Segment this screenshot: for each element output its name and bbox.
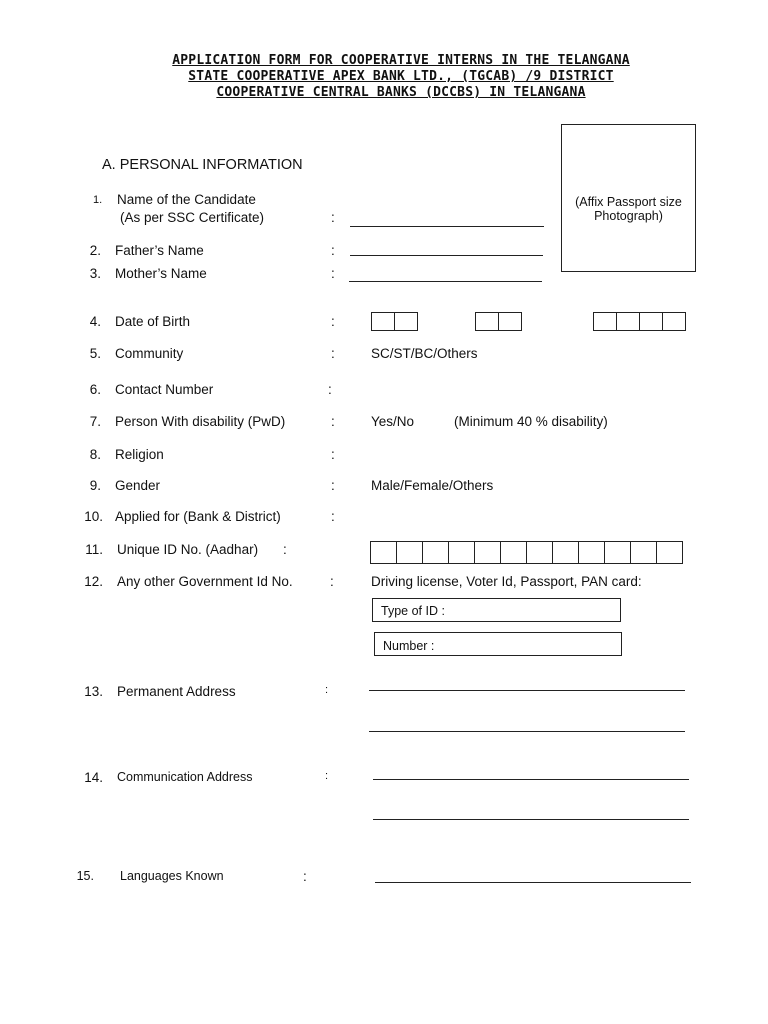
label-communication-address: Communication Address — [117, 770, 253, 784]
aadhar-digit[interactable] — [526, 541, 553, 564]
colon: : — [330, 574, 334, 589]
pwd-options[interactable]: Yes/No — [371, 414, 415, 429]
dob-day-boxes[interactable] — [371, 312, 418, 331]
label-languages-known: Languages Known — [120, 869, 224, 883]
field-number-6: 6. — [89, 382, 101, 397]
label-permanent-address: Permanent Address — [117, 684, 236, 699]
colon: : — [331, 243, 335, 258]
field-number-11: 11. — [85, 542, 103, 557]
field-number-5: 5. — [89, 346, 101, 361]
aadhar-digit[interactable] — [448, 541, 475, 564]
field-number-13: 13. — [84, 684, 103, 699]
id-number-label: Number : — [383, 639, 435, 653]
label-religion: Religion — [115, 447, 164, 462]
other-id-options: Driving license, Voter Id, Passport, PAN card: — [371, 574, 642, 589]
dob-year-digit[interactable] — [616, 312, 640, 331]
dob-year-boxes[interactable] — [593, 312, 686, 331]
dob-year-digit[interactable] — [662, 312, 686, 331]
colon: : — [331, 346, 335, 361]
dob-year-digit[interactable] — [593, 312, 617, 331]
colon: : — [325, 684, 329, 696]
aadhar-digit[interactable] — [656, 541, 683, 564]
label-gender: Gender — [115, 478, 161, 493]
field-number-1: 1. — [93, 194, 103, 206]
pwd-note: (Minimum 40 % disability) — [454, 414, 608, 429]
field-number-12: 12. — [84, 574, 103, 589]
communication-address-line-2[interactable] — [373, 819, 689, 820]
colon: : — [328, 382, 332, 397]
field-number-14: 14. — [84, 770, 103, 785]
dob-month-digit[interactable] — [498, 312, 522, 331]
colon: : — [331, 314, 335, 329]
field-number-15: 15. — [76, 869, 94, 883]
label-father-name: Father’s Name — [115, 243, 204, 258]
aadhar-digit[interactable] — [604, 541, 631, 564]
field-number-8: 8. — [89, 447, 101, 462]
dob-day-digit[interactable] — [371, 312, 395, 331]
form-title-line3: COOPERATIVE CENTRAL BANKS (DCCBS) IN TELANGANA — [216, 85, 586, 100]
aadhar-digit[interactable] — [552, 541, 579, 564]
dob-month-digit[interactable] — [475, 312, 499, 331]
aadhar-digit[interactable] — [474, 541, 501, 564]
aadhar-digit-boxes[interactable] — [370, 541, 683, 564]
field-number-9: 9. — [89, 478, 101, 493]
form-title-line2: STATE COOPERATIVE APEX BANK LTD., (TGCAB) /9 DISTRICT — [188, 69, 614, 84]
section-heading-personal-info: A. PERSONAL INFORMATION — [102, 157, 303, 173]
mother-name-input-line[interactable] — [349, 281, 542, 282]
field-number-2: 2. — [89, 243, 101, 258]
photo-hint-line1: (Affix Passport size — [575, 195, 682, 209]
colon: : — [331, 509, 335, 524]
label-community: Community — [115, 346, 184, 361]
dob-year-digit[interactable] — [639, 312, 663, 331]
aadhar-digit[interactable] — [578, 541, 605, 564]
label-aadhar: Unique ID No. (Aadhar) — [117, 542, 259, 557]
label-pwd: Person With disability (PwD) — [115, 414, 286, 429]
dob-day-digit[interactable] — [394, 312, 418, 331]
father-name-input-line[interactable] — [350, 255, 543, 256]
type-of-id-label: Type of ID : — [381, 604, 445, 618]
id-number-field[interactable] — [374, 632, 622, 656]
field-number-4: 4. — [89, 314, 101, 329]
colon: : — [331, 210, 335, 225]
form-title-line1: APPLICATION FORM FOR COOPERATIVE INTERNS IN THE TELANGANA — [172, 53, 630, 68]
aadhar-digit[interactable] — [500, 541, 527, 564]
label-candidate-name-sub: (As per SSC Certificate) — [120, 210, 265, 225]
colon: : — [325, 770, 329, 782]
aadhar-digit[interactable] — [370, 541, 397, 564]
candidate-name-input-line[interactable] — [350, 226, 544, 227]
colon: : — [331, 478, 335, 493]
communication-address-line-1[interactable] — [373, 779, 689, 780]
permanent-address-line-2[interactable] — [369, 731, 685, 732]
label-applied-for: Applied for (Bank & District) — [115, 509, 281, 524]
languages-known-line[interactable] — [375, 882, 691, 883]
permanent-address-line-1[interactable] — [369, 690, 685, 691]
photo-hint-line2: Photograph) — [594, 209, 663, 223]
label-other-govt-id: Any other Government Id No. — [117, 574, 293, 589]
colon: : — [331, 266, 335, 281]
colon: : — [331, 414, 335, 429]
type-of-id-field[interactable] — [372, 598, 621, 622]
label-mother-name: Mother’s Name — [115, 266, 207, 281]
field-number-7: 7. — [89, 414, 101, 429]
field-number-3: 3. — [89, 266, 101, 281]
aadhar-digit[interactable] — [396, 541, 423, 564]
label-contact-number: Contact Number — [115, 382, 214, 397]
colon: : — [283, 542, 287, 557]
label-date-of-birth: Date of Birth — [115, 314, 191, 329]
field-number-10: 10. — [84, 509, 103, 524]
colon: : — [331, 447, 335, 462]
community-options[interactable]: SC/ST/BC/Others — [371, 346, 478, 361]
passport-photo-box[interactable] — [561, 124, 696, 272]
label-candidate-name: Name of the Candidate — [117, 192, 256, 207]
aadhar-digit[interactable] — [422, 541, 449, 564]
colon: : — [303, 869, 307, 884]
dob-month-boxes[interactable] — [475, 312, 522, 331]
aadhar-digit[interactable] — [630, 541, 657, 564]
gender-options[interactable]: Male/Female/Others — [371, 478, 494, 493]
